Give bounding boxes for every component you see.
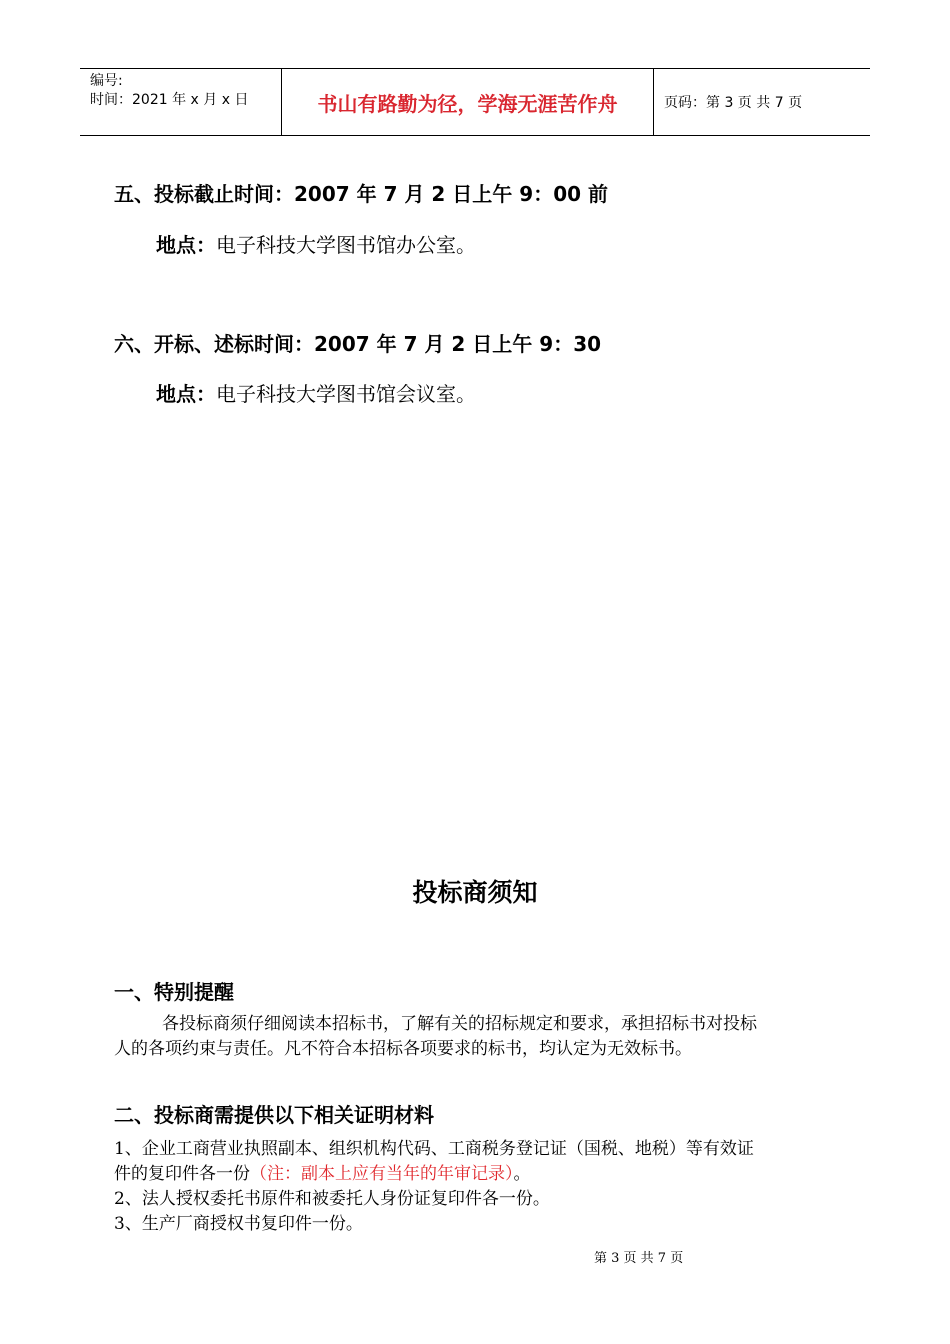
list-item: 1、企业工商营业执照副本、组织机构代码、工商税务登记证（国税、地税）等有效证 xyxy=(114,1139,754,1159)
section-six-title: 六、开标、述标时间：2007 年 7 月 2 日上午 9：30 xyxy=(114,332,602,356)
section-five-location xyxy=(156,229,476,258)
annual-review-note: （注：副本上应有当年的年审记录） xyxy=(250,1164,514,1184)
page-footer: 第 3 页 共 7 页 xyxy=(594,1251,684,1266)
page-header xyxy=(80,68,870,136)
part-one-line-1: 各投标商须仔细阅读本招标书，了解有关的招标规定和要求，承担招标书对投标 xyxy=(162,1014,757,1034)
notice-title: 投标商须知 xyxy=(412,878,538,907)
section-six-location xyxy=(156,378,476,407)
item-text-end: 。 xyxy=(513,1164,531,1184)
document-number-label: 编号: xyxy=(90,73,123,89)
part-two-title: 二、投标商需提供以下相关证明材料 xyxy=(114,1103,434,1127)
part-one-title: 一、特别提醒 xyxy=(114,980,234,1004)
list-item-continued xyxy=(114,1162,844,1187)
header-motto: 书山有路勤为径，学海无涯苦作舟 xyxy=(282,69,654,135)
location-value: 电子科技大学图书馆办公室。 xyxy=(216,233,476,257)
section-five-title: 五、投标截止时间：2007 年 7 月 2 日上午 9：00 前 xyxy=(114,182,608,206)
location-label: 地点： xyxy=(156,233,216,257)
item-text: 件的复印件各一份 xyxy=(114,1164,250,1184)
part-one-line-2: 人的各项约束与责任。凡不符合本招标各项要求的标书，均认定为无效标书。 xyxy=(114,1039,692,1059)
header-page-info: 页码：第 3 页 共 7 页 xyxy=(664,95,803,111)
materials-list xyxy=(114,1137,844,1237)
part-one-text xyxy=(114,1012,844,1062)
document-date: 时间：2021 年 x 月 x 日 xyxy=(90,92,249,108)
header-meta xyxy=(80,69,282,135)
location-value: 电子科技大学图书馆会议室。 xyxy=(216,382,476,406)
list-item: 3、生产厂商授权书复印件一份。 xyxy=(114,1214,363,1234)
list-item: 2、法人授权委托书原件和被委托人身份证复印件各一份。 xyxy=(114,1189,550,1209)
location-label: 地点： xyxy=(156,382,216,406)
